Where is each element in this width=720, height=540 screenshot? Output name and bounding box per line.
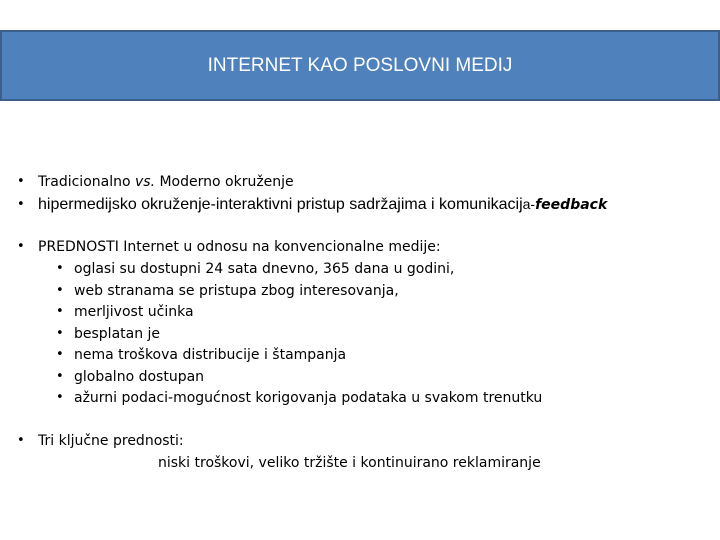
bullet: • — [56, 347, 64, 362]
intro-line-2: hipermedijsko okruženje-interaktivni pristup sadržajima i komunikacija-feedback — [38, 196, 608, 213]
bullet: • — [56, 368, 64, 384]
advantage-item: merljivost učinka — [74, 304, 194, 320]
advantage-item: globalno dostupan — [74, 368, 205, 385]
slide-title: INTERNET KAO POSLOVNI MEDIJ — [0, 30, 720, 101]
bullet: • — [17, 433, 25, 448]
advantage-item: oglasi su dostupni 24 sata dnevno, 365 dana u godini, — [74, 261, 455, 277]
bullet: • — [56, 325, 64, 341]
bullet: • — [56, 282, 64, 298]
key-text: niski troškovi, veliko tržište i kontinuirano reklamiranje — [158, 455, 541, 471]
bullet: • — [17, 239, 25, 254]
key-heading: Tri ključne prednosti: — [38, 433, 184, 449]
advantages-heading: PREDNOSTI Internet u odnosu na konvencionalne medije: — [38, 239, 441, 255]
advantage-item: besplatan je — [74, 325, 161, 342]
bullet: • — [56, 304, 64, 319]
bullet: • — [17, 174, 25, 189]
intro-line-1: Tradicionalno vs. Moderno okruženje — [38, 174, 294, 190]
advantage-item: ažurni podaci-mogućnost korigovanja podataka u svakom trenutku — [74, 390, 543, 406]
bullet: • — [17, 197, 25, 212]
bullet: • — [56, 261, 64, 276]
bullet: • — [56, 390, 64, 405]
advantage-item: nema troškova distribucije i štampanja — [74, 347, 347, 363]
advantage-item: web stranama se pristupa zbog interesovanja, — [74, 282, 399, 299]
